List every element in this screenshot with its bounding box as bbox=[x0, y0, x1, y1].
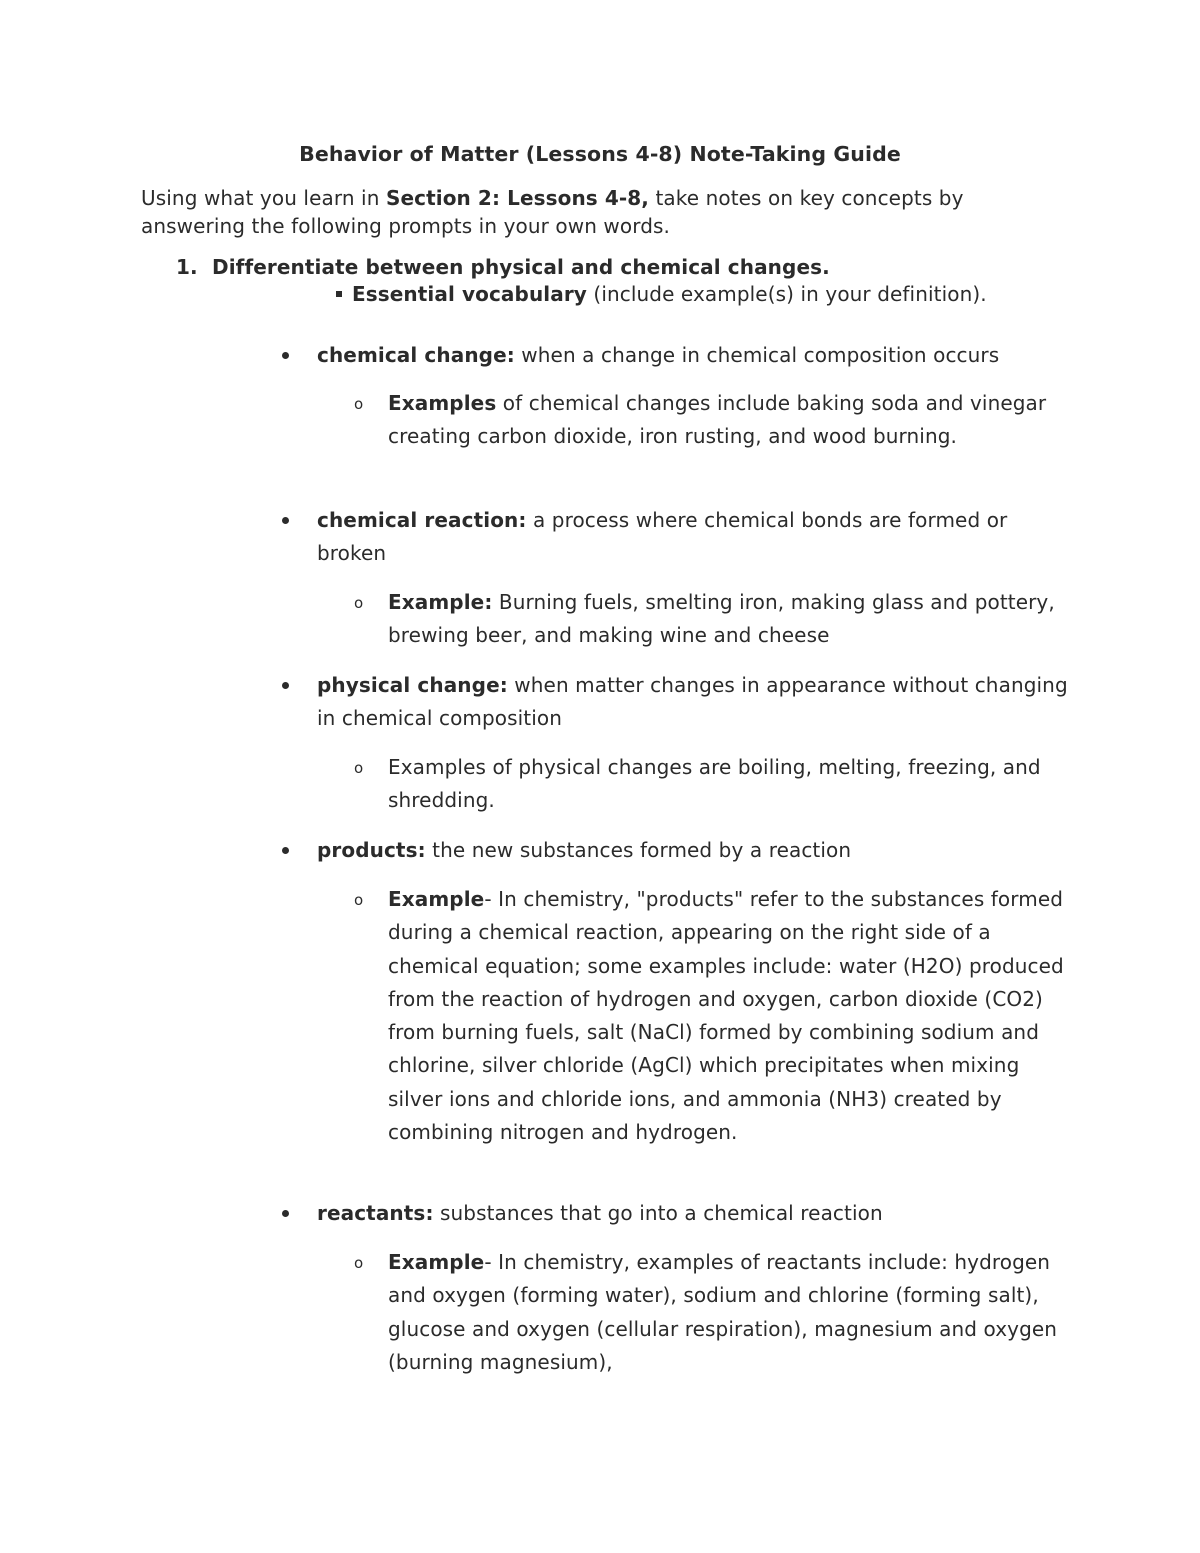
intro-paragraph bbox=[141, 184, 1071, 240]
example-products bbox=[354, 883, 1068, 1149]
example-label: Example bbox=[388, 1250, 485, 1274]
term-definition: substances that go into a chemical reaction bbox=[433, 1201, 883, 1225]
term-definition: the new substances formed by a reaction bbox=[425, 838, 852, 862]
circle-bullet-icon: o bbox=[354, 395, 364, 413]
term-definition: when a change in chemical composition occurs bbox=[514, 343, 1000, 367]
example-chemical-reaction bbox=[354, 586, 1068, 653]
vocabulary-heading bbox=[336, 281, 987, 307]
circle-bullet-icon: o bbox=[354, 891, 364, 909]
term-chemical-change bbox=[317, 339, 1077, 372]
example-text: - In chemistry, "products" refer to the substances formed during a chemical reaction, appearing on the right side of a chemical equation; some examples include: water (H2O) produced from the reaction of hydrogen and oxygen, carbon dioxide (CO2) from burning fuels, salt (NaCl) formed by combining sodium and chlorine, silver chloride (AgCl) which precipitates when mixing silver ions and chloride ions, and ammonia (NH3) created by combining nitrogen and hydrogen. bbox=[388, 887, 1064, 1145]
term-definition: when matter changes in appearance without changing in chemical composition bbox=[317, 673, 1068, 730]
question-1 bbox=[176, 254, 830, 280]
page-title: Behavior of Matter (Lessons 4-8) Note-Taking Guide bbox=[299, 142, 901, 166]
bullet-icon bbox=[282, 847, 289, 854]
term-chemical-reaction bbox=[317, 504, 1077, 570]
example-label: Examples bbox=[388, 391, 497, 415]
example-physical-change bbox=[354, 751, 1068, 818]
question-text: Differentiate between physical and chemical changes. bbox=[212, 255, 830, 279]
bullet-icon bbox=[282, 352, 289, 359]
example-chemical-change bbox=[354, 387, 1068, 454]
question-number: 1. bbox=[176, 255, 198, 279]
intro-section-ref: Section 2: Lessons 4-8, bbox=[385, 186, 650, 210]
term-definition: a process where chemical bonds are formed or broken bbox=[317, 508, 1008, 565]
circle-bullet-icon: o bbox=[354, 594, 364, 612]
circle-bullet-icon: o bbox=[354, 759, 364, 777]
bullet-icon bbox=[282, 1210, 289, 1217]
term-label: physical change: bbox=[317, 673, 508, 697]
bullet-icon bbox=[282, 517, 289, 524]
intro-text-after: take notes on key concepts by answering the following prompts in your own words. bbox=[141, 186, 964, 238]
term-physical-change bbox=[317, 669, 1077, 735]
term-label: chemical reaction: bbox=[317, 508, 527, 532]
term-label: chemical change: bbox=[317, 343, 515, 367]
vocabulary-instructions: (include example(s) in your definition). bbox=[586, 282, 987, 306]
term-label: products: bbox=[317, 838, 426, 862]
example-label: Example bbox=[388, 887, 485, 911]
square-bullet-icon bbox=[336, 291, 342, 297]
term-products bbox=[317, 834, 1077, 867]
example-text: Examples of physical changes are boiling, melting, freezing, and shredding. bbox=[388, 755, 1041, 813]
term-label: reactants: bbox=[317, 1201, 434, 1225]
example-text: Burning fuels, smelting iron, making glass and pottery, brewing beer, and making wine and cheese bbox=[388, 590, 1055, 648]
bullet-icon bbox=[282, 682, 289, 689]
example-text: - In chemistry, examples of reactants include: hydrogen and oxygen (forming water), sodium and chlorine (forming salt), glucose and oxygen (cellular respiration), magnesium and oxygen (burning magnesium), bbox=[388, 1250, 1058, 1374]
example-text: of chemical changes include baking soda and vinegar creating carbon dioxide, iron rusting, and wood burning. bbox=[388, 391, 1047, 449]
vocabulary-label: Essential vocabulary bbox=[352, 282, 587, 306]
intro-text-before: Using what you learn in bbox=[141, 186, 386, 210]
example-label: Example: bbox=[388, 590, 493, 614]
example-reactants bbox=[354, 1246, 1068, 1379]
term-reactants bbox=[317, 1197, 1077, 1230]
circle-bullet-icon: o bbox=[354, 1254, 364, 1272]
